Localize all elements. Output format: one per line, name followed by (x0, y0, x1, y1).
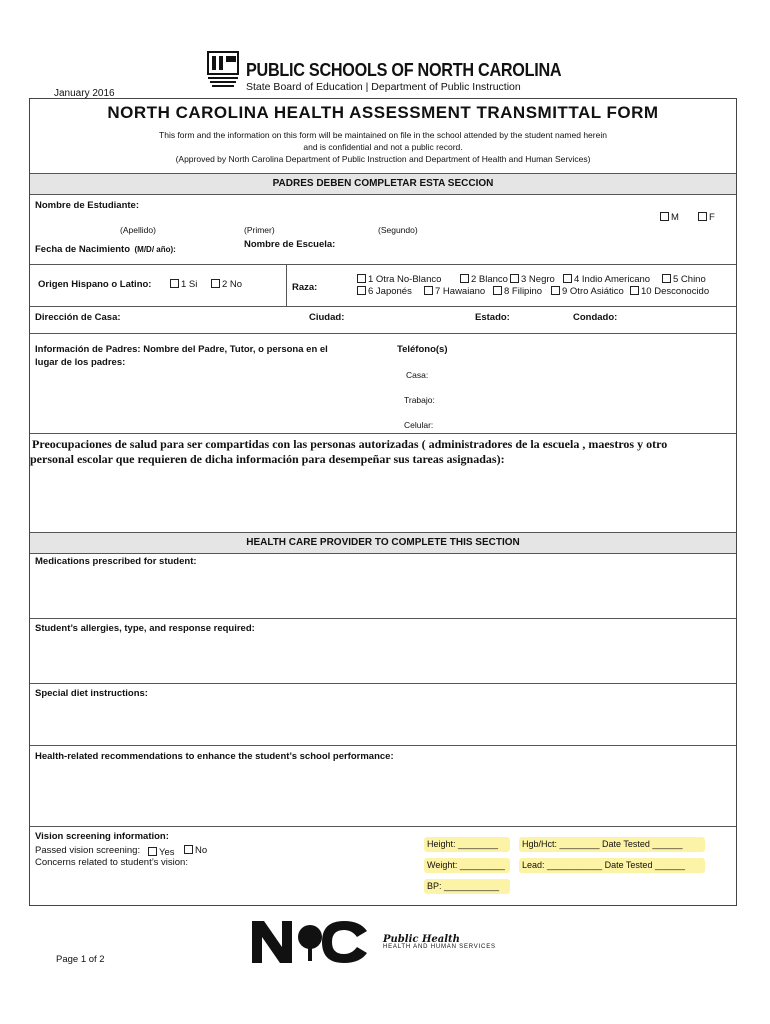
gender-f[interactable]: F (698, 212, 715, 223)
vision-yes[interactable]: Yes (148, 847, 175, 858)
checkbox-icon (211, 279, 220, 288)
divider (30, 683, 736, 684)
checkbox-icon (170, 279, 179, 288)
race-8[interactable]: 8 Filipino (493, 286, 542, 297)
student-name-label: Nombre de Estudiante: (35, 200, 139, 211)
dpi-logo-icon (206, 50, 240, 92)
race-9[interactable]: 9 Otro Asiático (551, 286, 624, 297)
vision-no[interactable]: No (184, 845, 207, 856)
parents-section-heading: PADRES DEBEN COMPLETAR ESTA SECCION (30, 173, 736, 195)
intro-line-3: (Approved by North Carolina Department of Public Instruction and Department of Health and Human Services) (175, 154, 591, 164)
hgb-field[interactable]: Hgb/Hct: ________ Date Tested ______ (519, 837, 705, 852)
org-subtitle: State Board of Education | Department of Public Instruction (246, 81, 521, 93)
trabajo-label: Trabajo: (404, 395, 435, 405)
checkbox-icon (148, 847, 157, 856)
recommendations-label: Health-related recommendations to enhance the student’s school performance: (35, 751, 394, 762)
race-3[interactable]: 3 Negro (510, 274, 555, 285)
intro-line-2: and is confidential and not a public record. (303, 142, 463, 152)
divider (30, 618, 736, 619)
bp-field[interactable]: BP: ___________ (424, 879, 510, 894)
hispanic-no[interactable]: 2 No (211, 279, 242, 290)
telefono-label: Teléfono(s) (397, 344, 448, 355)
passed-vision-label: Passed vision screening: (35, 845, 141, 856)
checkbox-icon (698, 212, 707, 221)
hispanic-label: Origen Hispano o Latino: (38, 279, 152, 290)
condado-label: Condado: (573, 312, 618, 323)
hispanic-si[interactable]: 1 Si (170, 279, 197, 290)
raza-label: Raza: (292, 282, 318, 293)
race-1[interactable]: 1 Otra No-Blanco (357, 274, 441, 285)
preocupaciones-label: Preocupaciones de salud para ser compartidas con las personas autorizadas ( administradores de la escuela , maestros y otro (32, 437, 668, 451)
medications-label: Medications prescribed for student: (35, 556, 197, 567)
race-10[interactable]: 10 Desconocido (630, 286, 709, 297)
race-7[interactable]: 7 Hawaiano (424, 286, 485, 297)
dob-label: Fecha de Nacimiento (M/D/ año): (35, 244, 176, 255)
ciudad-label: Ciudad: (309, 312, 345, 323)
vision-label: Vision screening information: (35, 831, 169, 842)
checkbox-icon (660, 212, 669, 221)
race-4[interactable]: 4 Indio Americano (563, 274, 650, 285)
divider (30, 333, 736, 334)
divider (30, 433, 736, 434)
height-field[interactable]: Height: ________ (424, 837, 510, 852)
form-title: NORTH CAROLINA HEALTH ASSESSMENT TRANSMITTAL FORM (107, 103, 659, 122)
race-5[interactable]: 5 Chino (662, 274, 706, 285)
concerns-label: Concerns related to student’s vision: (35, 857, 188, 868)
info-padres-label-2: lugar de los padres: (35, 357, 126, 368)
primer-label: (Primer) (244, 225, 275, 235)
info-padres-label: Información de Padres: Nombre del Padre, Tutor, o persona en el (35, 344, 328, 355)
dhhs-text: HEALTH AND HUMAN SERVICES (383, 944, 496, 950)
race-6[interactable]: 6 Japonés (357, 286, 412, 297)
page-number: Page 1 of 2 (56, 954, 105, 965)
school-name-label: Nombre de Escuela: (244, 239, 336, 250)
allergies-label: Student’s allergies, type, and response required: (35, 623, 255, 634)
race-2[interactable]: 2 Blanco (460, 274, 508, 285)
estado-label: Estado: (475, 312, 510, 323)
intro-line-1: This form and the information on this form will be maintained on file in the school attended by the student named herein (159, 130, 607, 140)
form-border (29, 98, 737, 906)
direccion-label: Dirección de Casa: (35, 312, 121, 323)
celular-label: Celular: (404, 420, 434, 430)
segundo-label: (Segundo) (378, 225, 418, 235)
form-date: January 2016 (54, 88, 115, 99)
divider (286, 264, 287, 306)
preocupaciones-label-2: personal escolar que requieren de dicha información para desempeñar sus tareas asignadas): (30, 452, 505, 466)
divider (30, 264, 736, 265)
divider (30, 826, 736, 827)
provider-section-heading: HEALTH CARE PROVIDER TO COMPLETE THIS SECTION (30, 532, 736, 554)
diet-label: Special diet instructions: (35, 688, 148, 699)
gender-m[interactable]: M (660, 212, 679, 223)
casa-label: Casa: (406, 370, 429, 380)
apellido-label: (Apellido) (120, 225, 156, 235)
lead-field[interactable]: Lead: ___________ Date Tested ______ (519, 858, 705, 873)
nc-dhhs-logo-icon (252, 917, 367, 965)
divider (30, 306, 736, 307)
divider (30, 745, 736, 746)
public-health-text: Public Health (383, 934, 460, 945)
checkbox-icon (184, 845, 193, 854)
weight-field[interactable]: Weight: _________ (424, 858, 510, 873)
org-title: PUBLIC SCHOOLS OF NORTH CAROLINA (246, 60, 562, 80)
